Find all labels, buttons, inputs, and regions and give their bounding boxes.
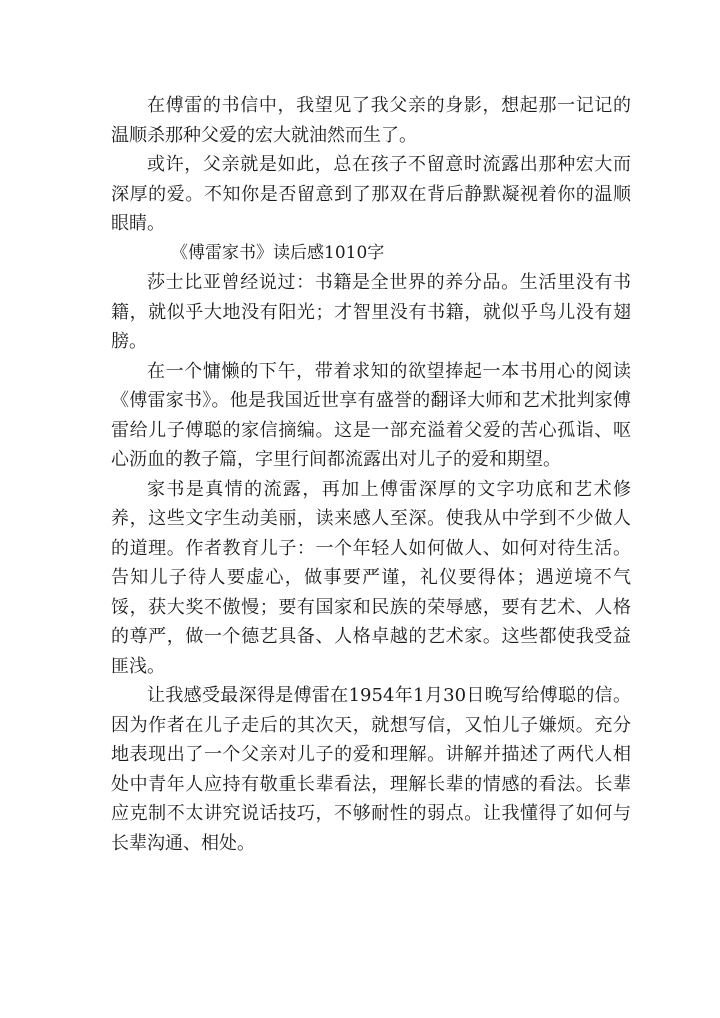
paragraph-article-2: 在一个慵懒的下午，带着求知的欲望捧起一本书用心的阅读《傅雷家书》。他是我国近世享有盛誉的翻译大师和艺术批判家傅雷给儿子傅聪的家信摘编。这是一部充溢着父爱的苦心孤诣、呕心沥血的教子篇，字里行间都流露出对儿子的爱和期望。 [111,360,631,470]
paragraph-article-1: 莎士比亚曾经说过：书籍是全世界的养分品。生活里没有书籍，就似乎大地没有阳光；才智里没有书籍，就似乎鸟儿没有翅膀。 [111,272,631,352]
article-subtitle: 《傅雷家书》读后感1010字 [171,242,385,263]
paragraph-article-4: 让我感受最深得是傅雷在1954年1月30日晚写给傅聪的信。因为作者在儿子走后的其次天，就想写信，又怕儿子嫌烦。充分地表现出了一个父亲对儿子的爱和理解。讲解并描述了两代人相处中青年人应持有敬重长辈看法，理解长辈的情感的看法。长辈应克制不太讲究说话技巧，不够耐性的弱点。让我懂得了如何与长辈沟通、相处。 [111,685,631,854]
paragraph-article-3: 家书是真情的流露，再加上傅雷深厚的文字功底和艺术修养，这些文字生动美丽，读来感人至深。使我从中学到不少做人的道理。作者教育儿子：一个年轻人如何做人、如何对待生活。告知儿子待人要虚心，做事要严谨，礼仪要得体；遇逆境不气馁，获大奖不傲慢；要有国家和民族的荣辱感，要有艺术、人格的尊严，做一个德艺具备、人格卓越的艺术家。这些都使我受益匪浅。 [111,478,631,677]
paragraph-intro-1: 在傅雷的书信中，我望见了我父亲的身影，想起那一记记的温顺杀那种父爱的宏大就油然而生了。 [111,95,631,146]
paragraph-intro-2: 或许，父亲就是如此，总在孩子不留意时流露出那种宏大而深厚的爱。不知你是否留意到了那双在背后静默凝视着你的温顺眼睛。 [111,154,631,234]
document-body [111,91,631,858]
